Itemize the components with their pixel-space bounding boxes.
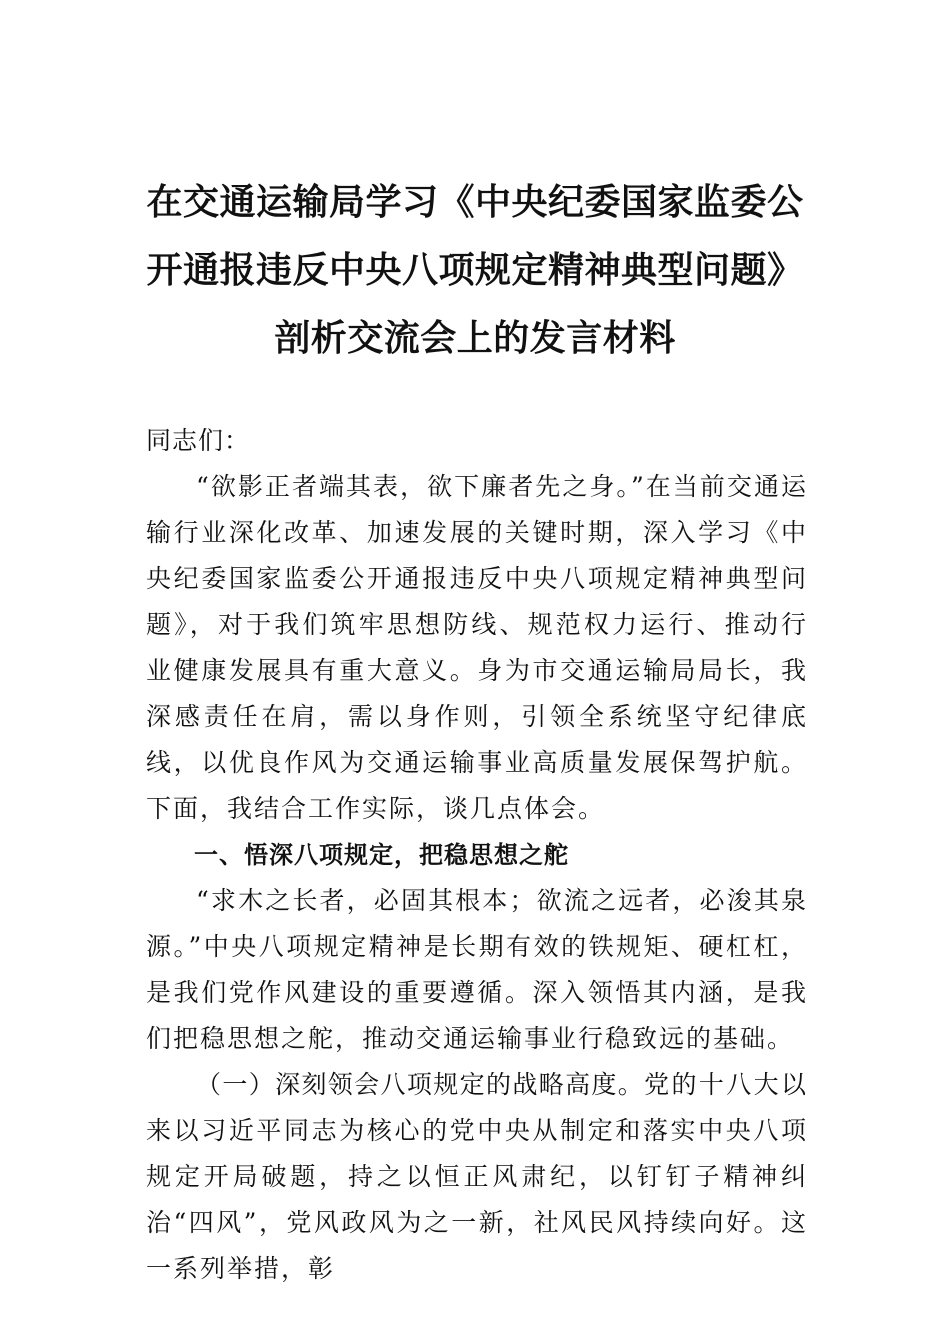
greeting: 同志们： — [146, 426, 251, 455]
intro-paragraph: “欲影正者端其表，欲下廉者先之身。”在当前交通运输行业深化改革、加速发展的关键时期，深入学习《中央纪委国家监委公开通报违反中央八项规定精神典型问题》，对于我们筑牢思想防线、规范权力运行、推动行业健康发展具有重大意义。身为市交通运输局局长，我深感责任在肩，需以身作则，引领全系统坚守纪律底线，以优良作风为交通运输事业高质量发展保驾护航。下面，我结合工作实际，谈几点体会。 — [146, 472, 808, 823]
subsection-1-text: 党的十八大以来以习近平同志为核心的党中央从制定和落实中央八项规定开局破题，持之以恒正风肃纪，以钉钉子精神纠治“四风”，党风政风为之一新，社风民风持续向好。这一系列举措，彰 — [146, 1070, 808, 1283]
document-title — [110, 168, 840, 372]
title-line-3: 剖析交流会上的发言材料 — [274, 317, 676, 359]
section-1-paragraph: “求木之长者，必固其根本；欲流之远者，必浚其泉源。”中央八项规定精神是长期有效的铁规矩、硬杠杠，是我们党作风建设的重要遵循。深入领悟其内涵，是我们把稳思想之舵，推动交通运输事业行稳致远的基础。 — [146, 886, 808, 1053]
document-body — [146, 418, 808, 1292]
section-1-heading: 一、悟深八项规定，把稳思想之舵 — [194, 841, 569, 869]
subsection-1-paragraph — [146, 1062, 808, 1292]
subsection-1-heading: （一）深刻领会八项规定的战略高度。 — [196, 1070, 645, 1099]
title-line-1: 在交通运输局学习《中央纪委国家监委公 — [146, 181, 804, 223]
title-line-2: 开通报违反中央八项规定精神典型问题》 — [146, 249, 804, 291]
